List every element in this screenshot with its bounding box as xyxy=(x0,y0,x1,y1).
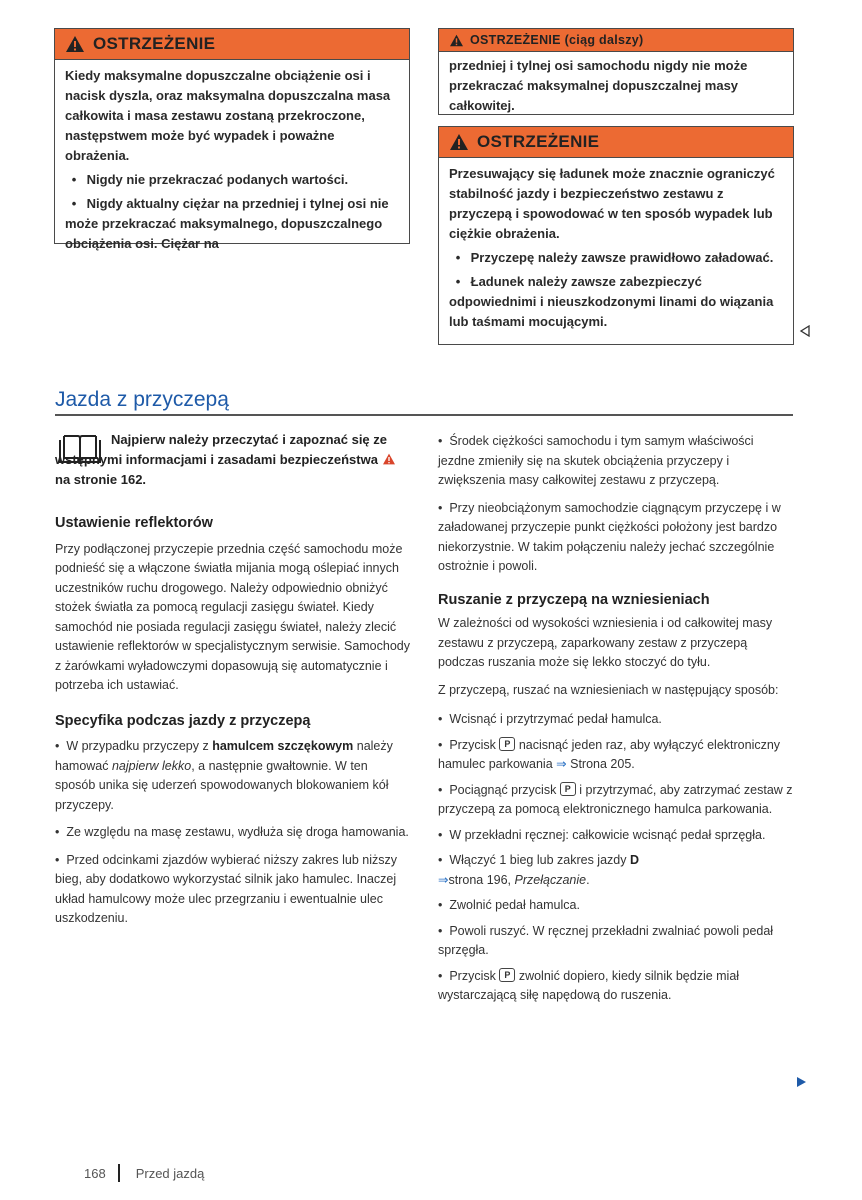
list-item: • Wcisnąć i przytrzymać pedał hamulca. xyxy=(438,712,662,726)
warning-bullet: • Nigdy nie przekraczać podanych wartości. xyxy=(71,172,349,187)
list-item: • Przycisk P zwolnić dopiero, kiedy silnik będzie miał wystarczającą siłę napędową do ruszenia. xyxy=(438,967,793,1006)
warning-text: Kiedy maksymalne dopuszczalne obciążenie osi i nacisk dyszla, oraz maksymalna dopuszczalna masa całkowita i masa zestawu zostaną przekroczone, następstwem może być wypadek i poważne obrażenia. xyxy=(65,68,391,163)
continue-back-triangle-icon xyxy=(799,325,811,337)
continue-next-triangle-icon xyxy=(795,1076,807,1088)
warning-box-axle-load xyxy=(54,28,410,251)
arrow-right-icon: ⇒ xyxy=(556,757,567,771)
page-reference-link[interactable]: strona 196, xyxy=(448,872,512,887)
warning-triangle-icon xyxy=(449,34,464,47)
intro-page-ref[interactable]: na stronie 162. xyxy=(55,472,147,487)
list-item: • Powoli ruszyć. W ręcznej przekładni zwalniać powoli pedał sprzęgła. xyxy=(438,923,774,957)
list-item: • Przed odcinkami zjazdów wybierać niższy zakres lub niższy bieg, aby dodatkowo wykorzystać silnik jako hamulec. Inaczej układ hamulcowy może ulec przegrzaniu i ewentualnie ulec uszkodzeniu. xyxy=(55,852,398,925)
warning-bullet: • Przyczepę należy zawsze prawidłowo załadować. xyxy=(455,250,774,265)
warning-bullet: • Nigdy aktualny ciężar na przedniej i tylnej osi nie może przekraczać maksymalnego, dopuszczalnego obciążenia osi. Ciężar na xyxy=(65,196,389,251)
intro-block xyxy=(55,430,410,490)
list-item: • Włączyć 1 bieg lub zakres jazdy D ⇒strona 196, Przełączanie. xyxy=(438,853,639,887)
page-number: 168 xyxy=(84,1166,106,1181)
arrow-right-icon: ⇒ xyxy=(438,872,449,887)
section-divider xyxy=(55,414,793,416)
warning-text: przedniej i tylnej osi samochodu nigdy nie może przekraczać maksymalnej dopuszczalnej masy całkowitej. xyxy=(449,58,748,113)
warning-title: OSTRZEŻENIE (ciąg dalszy) xyxy=(470,33,644,47)
parking-brake-button-icon xyxy=(499,968,515,982)
warning-header xyxy=(55,29,409,60)
warning-text: Przesuwający się ładunek może znacznie ograniczyć stabilność jazdy i bezpieczeństwo zestawu z przyczepą i spowodować w ten sposób wypadek lub ciężkie obrażenia. xyxy=(449,166,775,241)
list-item: • Ze względu na masę zestawu, wydłuża się droga hamowania. xyxy=(55,825,409,839)
warning-header xyxy=(439,127,793,158)
footer-divider xyxy=(118,1164,120,1182)
section-title: Jazda z przyczepą xyxy=(55,388,229,411)
heading-headlights: Ustawienie reflektorów xyxy=(55,515,213,531)
intro-text: Najpierw należy przeczytać i zapoznać się ze wstępnymi informacjami i zasadami bezpieczeństwa xyxy=(55,432,388,467)
warning-title: OSTRZEŻENIE xyxy=(93,34,216,53)
warning-title: OSTRZEŻENIE xyxy=(477,132,600,151)
right-column xyxy=(438,432,793,1006)
page-reference-link[interactable]: Strona 205. xyxy=(570,757,635,771)
parking-brake-button-icon xyxy=(560,782,576,796)
chapter-name: Przed jazdą xyxy=(135,1166,205,1181)
left-column xyxy=(55,430,410,929)
warning-triangle-icon xyxy=(382,453,396,465)
warning-box-continued xyxy=(438,28,794,115)
list-item: • W przypadku przyczepy z hamulcem szczękowym należy hamować najpierw lekko, a następnie gwałtownie. W ten sposób unika się uderzeń spowodowanych blokowaniem kół przyczepy. xyxy=(55,739,393,812)
list-item: • W przekładni ręcznej: całkowicie wcisnąć pedał sprzęgła. xyxy=(438,827,766,842)
heading-hill-start: Ruszanie z przyczepą na wzniesieniach xyxy=(438,591,710,608)
paragraph-hill-steps-intro: Z przyczepą, ruszać na wzniesieniach w następujący sposób: xyxy=(438,682,779,697)
parking-brake-button-icon xyxy=(499,737,515,751)
warning-bullet: • Ładunek należy zawsze zabezpieczyć odpowiednimi i nieuszkodzonymi linami do wiązania lub taśmami mocującymi. xyxy=(449,274,774,329)
heading-trailer-driving: Specyfika podczas jazdy z przyczepą xyxy=(55,712,311,729)
warning-header xyxy=(439,29,793,52)
warning-triangle-icon xyxy=(65,35,85,53)
page-footer xyxy=(84,1164,204,1182)
list-item: • Zwolnić pedał hamulca. xyxy=(438,898,580,912)
paragraph-headlights: Przy podłączonej przyczepie przednia część samochodu może podnieść się a włączone światła mijania mogą oślepiać innych uczestników ruchu drogowego. Należy odpowiednio obniżyć stożek światła za pomocą regulacji zasięgu świateł. Kiedy samochód nie posiada regulacji zasięgu świateł, należy zlecić ustawienie reflektorów w specjalistycznym serwisie. Samochody z żarówkami wyładowczymi dopasowują się automatycznie i potrzeba ich ustawiać. xyxy=(55,541,410,692)
list-item: • Pociągnąć przycisk P i przytrzymać, aby zatrzymać zestaw z przyczepą za pomocą elektronicznego hamulca parkowania. xyxy=(438,781,793,820)
list-item: • Przycisk P nacisnąć jeden raz, aby wyłączyć elektroniczny hamulec parkowania ⇒ Strona 205. xyxy=(438,736,793,775)
list-item: • Przy nieobciążonym samochodzie ciągnącym przyczepę i w załadowanej przyczepie punkt ciężkości położony jest bardzo niekorzystnie. W takim połączeniu należy jechać szczególnie ostrożnie i powoli. xyxy=(438,500,781,573)
warning-box-cargo xyxy=(438,126,794,345)
warning-triangle-icon xyxy=(449,133,469,151)
paragraph-hill-start: W zależności od wysokości wzniesienia i od całkowitej masy zestawu z przyczepą, zaparkowany zestaw z przyczepą podczas ruszania może się lekko stoczyć do tyłu. xyxy=(438,616,773,669)
book-icon xyxy=(58,432,102,466)
list-item: • Środek ciężkości samochodu i tym samym właściwości jezdne zmieniły się na skutek obciążenia przyczepy i zwiększenia masy całkowitej zestawu z przyczepą. xyxy=(438,434,754,487)
